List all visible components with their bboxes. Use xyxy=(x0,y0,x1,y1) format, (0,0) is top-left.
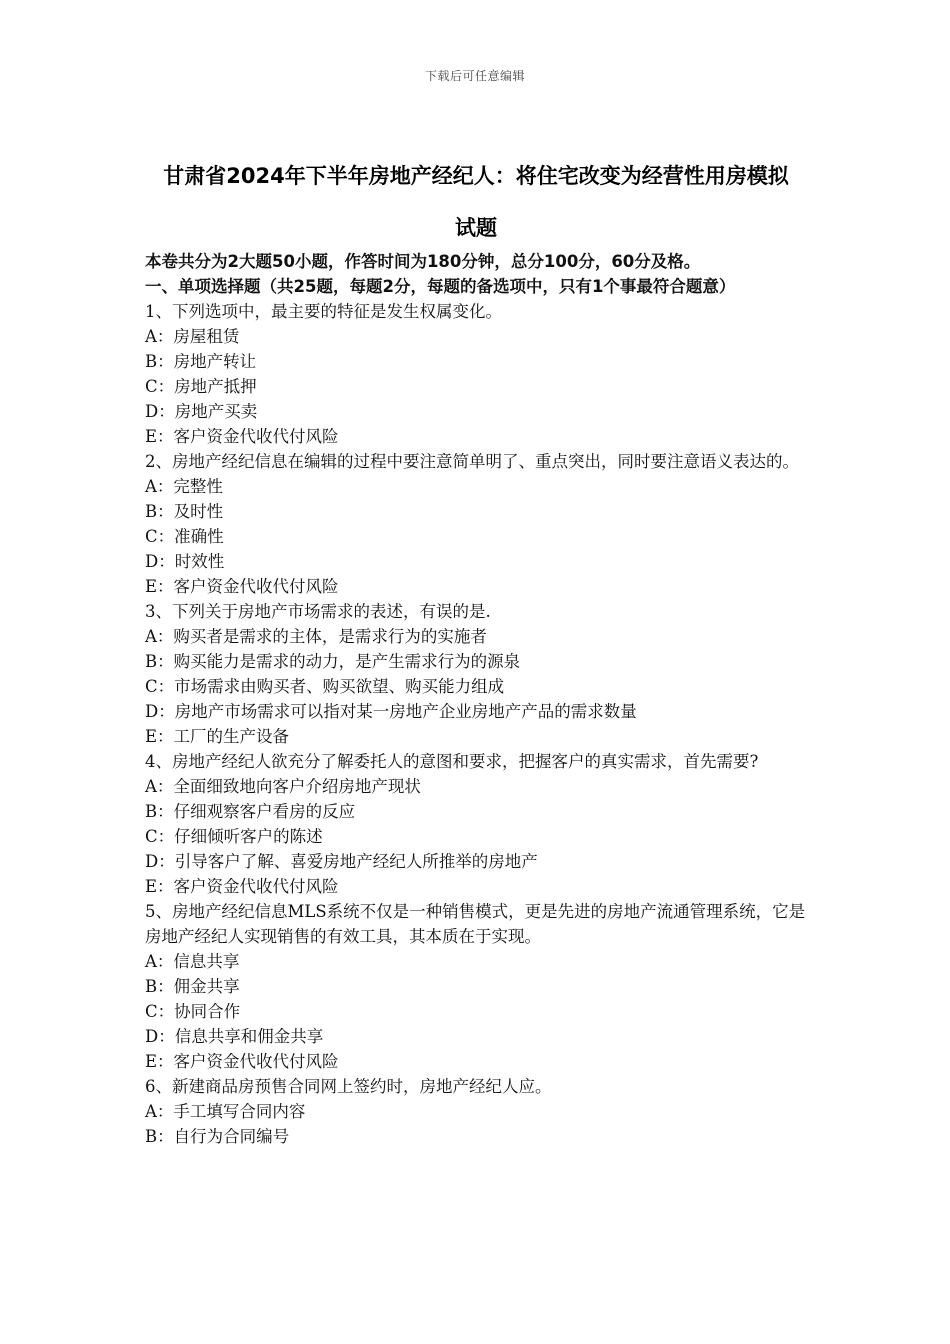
option-e: E：客户资金代收代付风险 xyxy=(145,877,339,896)
option-d: D：时效性 xyxy=(145,552,225,571)
option-a: A：购买者是需求的主体，是需求行为的实施者 xyxy=(145,627,487,646)
option-d: D：信息共享和佣金共享 xyxy=(145,1027,324,1046)
option-d: D：房地产市场需求可以指对某一房地产企业房地产产品的需求数量 xyxy=(145,702,637,721)
question-stem: 4、房地产经纪人欲充分了解委托人的意图和要求，把握客户的真实需求，首先需要? xyxy=(145,752,759,771)
option-c: C：房地产抵押 xyxy=(145,377,257,396)
document-title xyxy=(140,150,812,254)
question-stem: 6、新建商品房预售合同网上签约时，房地产经纪人应。 xyxy=(145,1077,552,1096)
option-b: B：房地产转让 xyxy=(145,352,257,371)
title-line-1: 甘肃省2024年下半年房地产经纪人：将住宅改变为经营性用房模拟 xyxy=(163,164,789,188)
option-d: D：房地产买卖 xyxy=(145,402,258,421)
section-heading: 一、单项选择题（共25题，每题2分，每题的备选项中，只有1个事最符合题意） xyxy=(145,277,736,296)
option-a: A：手工填写合同内容 xyxy=(145,1102,306,1121)
option-b: B：仔细观察客户看房的反应 xyxy=(145,802,356,821)
question-6 xyxy=(145,1074,813,1149)
option-a: A：全面细致地向客户介绍房地产现状 xyxy=(145,777,421,796)
option-c: C：市场需求由购买者、购买欲望、购买能力组成 xyxy=(145,677,505,696)
exam-intro: 本卷共分为2大题50小题，作答时间为180分钟，总分100分，60分及格。 xyxy=(145,252,701,271)
option-b: B：自行为合同编号 xyxy=(145,1127,290,1146)
question-stem: 1、下列选项中，最主要的特征是发生权属变化。 xyxy=(145,302,502,321)
question-stem: 5、房地产经纪信息MLS系统不仅是一种销售模式，更是先进的房地产流通管理系统，它是房地产经纪人实现销售的有效工具，其本质在于实现。 xyxy=(145,902,806,946)
option-d: D：引导客户了解、喜爱房地产经纪人所推举的房地产 xyxy=(145,852,538,871)
option-a: A：完整性 xyxy=(145,477,223,496)
option-c: C：仔细倾听客户的陈述 xyxy=(145,827,323,846)
option-e: E：客户资金代收代付风险 xyxy=(145,577,339,596)
question-2 xyxy=(145,449,813,599)
title-line-2: 试题 xyxy=(455,216,497,240)
header-note: 下载后可任意编辑 xyxy=(424,69,525,83)
option-e: E：客户资金代收代付风险 xyxy=(145,427,339,446)
option-b: B：佣金共享 xyxy=(145,977,240,996)
question-1 xyxy=(145,299,813,449)
question-stem: 2、房地产经纪信息在编辑的过程中要注意简单明了、重点突出，同时要注意语义表达的。 xyxy=(145,452,799,471)
document-body xyxy=(145,249,813,1149)
option-a: A：信息共享 xyxy=(145,952,240,971)
option-e: E：工厂的生产设备 xyxy=(145,727,290,746)
question-stem: 3、下列关于房地产市场需求的表述，有误的是. xyxy=(145,602,491,621)
question-5 xyxy=(145,899,813,1074)
option-b: B：及时性 xyxy=(145,502,224,521)
question-4 xyxy=(145,749,813,899)
option-a: A：房屋租赁 xyxy=(145,327,240,346)
option-b: B：购买能力是需求的动力，是产生需求行为的源泉 xyxy=(145,652,521,671)
option-e: E：客户资金代收代付风险 xyxy=(145,1052,339,1071)
option-c: C：准确性 xyxy=(145,527,224,546)
question-3 xyxy=(145,599,813,749)
option-c: C：协同合作 xyxy=(145,1002,241,1021)
